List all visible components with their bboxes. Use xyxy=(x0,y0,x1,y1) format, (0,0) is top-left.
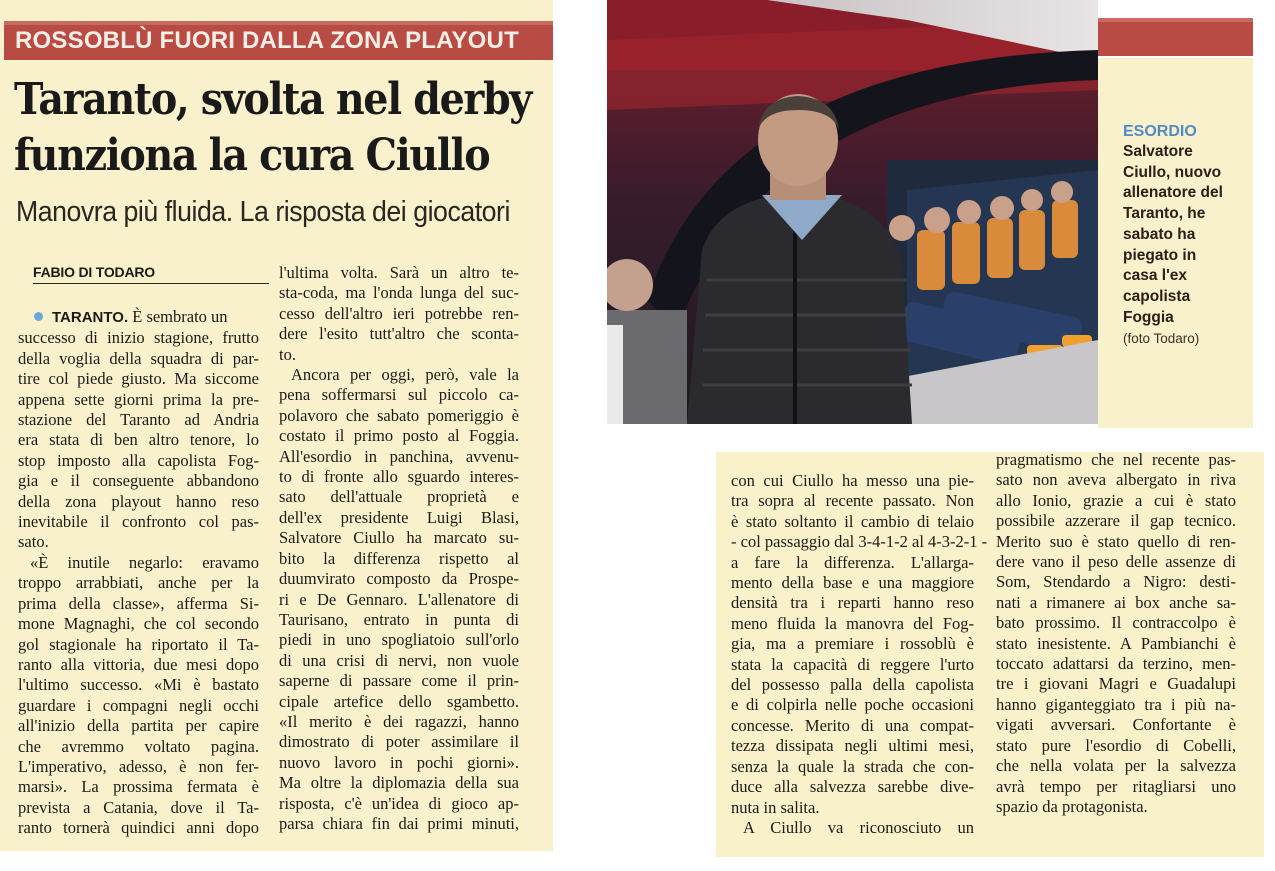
text-line xyxy=(18,307,259,328)
text-line: guardare i compagni negli occhi xyxy=(18,695,259,715)
article-column-2 xyxy=(279,263,519,834)
text-line: marsi». La prossima fermata è xyxy=(18,777,259,797)
text-line: con cui Ciullo ha messo una pie- xyxy=(731,471,974,490)
caption-line: piegato in xyxy=(1123,246,1197,264)
text-line: possibile azzerare il gap tecnico. xyxy=(996,511,1236,531)
caption-line: Taranto, he xyxy=(1123,205,1206,223)
text-line: stop imposto alla capolista Fog- xyxy=(18,450,259,470)
text-line: l'ultima volta. Sarà un altro te- xyxy=(279,263,519,282)
caption-line: casa l'ex xyxy=(1123,267,1188,285)
text-line: cipale artefice dello sgambetto. xyxy=(279,691,519,711)
text-line: costato il primo posto al Foggia. xyxy=(279,426,519,446)
text-line: pragmatismo che nel recente pas- xyxy=(996,450,1236,469)
text-line: pena soffermarsi sul piccolo ca- xyxy=(279,385,519,405)
text-line: stato pure l'esordio di Cobelli, xyxy=(996,735,1236,755)
text-line: inevitabile il confronto col pas- xyxy=(18,512,259,532)
text-line: era stata di ben altro tenore, lo xyxy=(18,430,259,450)
text-fragment: È sembrato un xyxy=(128,307,228,326)
text-line: del possesso palla della capolista xyxy=(731,675,974,695)
text-line: di una crisi di nervi, non vuole xyxy=(279,650,519,670)
text-line: l'ultimo successo. «Mi è bastato xyxy=(18,675,259,695)
caption-line: sabato ha xyxy=(1123,225,1196,243)
text-line: prevista a Catania, dove il Ta- xyxy=(18,797,259,817)
text-line: sato. xyxy=(18,532,49,552)
text-line: allo Ionio, grazie a cui è stato xyxy=(996,490,1236,510)
text-line: bito la differenza rispetto al xyxy=(279,548,519,568)
text-line: sta-coda, ma l'onda lunga del suc- xyxy=(279,283,519,303)
text-line: della zona playout hanno reso xyxy=(18,491,259,511)
text-line: dere vano il peso delle assenze di xyxy=(996,552,1236,572)
text-line: nuta in salita. xyxy=(731,797,820,817)
text-line: ranto tornerà quindici anni dopo xyxy=(18,818,259,838)
headline-line: funziona la cura Ciullo xyxy=(14,130,490,181)
text-line: dimostrato di poter assimilare il xyxy=(279,732,519,752)
text-line: dere l'esito tutt'altro che sconta- xyxy=(279,324,519,344)
text-line: meno fluida la manovra del Fog- xyxy=(731,613,974,633)
kicker-text: ROSSOBLÙ FUORI DALLA ZONA PLAYOUT xyxy=(15,27,519,54)
text-line: appena sette giorni prima la pre- xyxy=(18,389,259,409)
text-line: tezza dissipata negli ultimi mesi, xyxy=(731,736,974,756)
text-line: e di colpirla nelle poche occasioni xyxy=(731,695,974,715)
text-line: All'esordio in panchina, avvenu- xyxy=(279,446,519,466)
text-line: densità tra i reparti hanno reso xyxy=(731,593,974,613)
caption-line: Foggia xyxy=(1123,308,1174,326)
caption-body xyxy=(1123,142,1248,328)
text-line: Taurisano, entrato in punta di xyxy=(279,609,519,629)
text-line: senza la quale la strada che con- xyxy=(731,756,974,776)
text-line: duumvirato composto da Prospe- xyxy=(279,569,519,589)
dateline: TARANTO. xyxy=(52,309,129,326)
text-line: tra sopra al recente passato. Non xyxy=(731,491,974,511)
byline: FABIO DI TODARO xyxy=(33,264,269,284)
text-line: cesso dell'altro ieri potrebbe ren- xyxy=(279,303,519,323)
article-column-3 xyxy=(731,471,988,838)
text-line: Som, Stendardo a Nigro: desti- xyxy=(996,572,1236,592)
text-line: «Il merito è dei ragazzi, hanno xyxy=(279,711,519,731)
text-line: gia, ma a premiare i rossoblù è xyxy=(731,634,974,654)
caption-line: Salvatore xyxy=(1123,143,1193,160)
text-line: dell'ex presidente Luigi Blasi, xyxy=(279,507,519,527)
text-line: stazione del Taranto ad Andria xyxy=(18,410,259,430)
text-line: saperne di passare come il prin- xyxy=(279,671,519,691)
text-line: A Ciullo va riconosciuto un xyxy=(743,817,974,837)
text-line: successo di inizio stagione, frutto xyxy=(18,328,259,348)
text-line: hanno giganteggiato tra i più na- xyxy=(996,694,1236,714)
text-line: tre i giovani Magri e Guadalupi xyxy=(996,674,1236,694)
text-line: all'inizio della partita per capire xyxy=(18,716,259,736)
bullet-icon xyxy=(34,312,43,321)
headline-line: Taranto, svolta nel derby xyxy=(14,74,531,125)
caption-line: capolista xyxy=(1123,287,1191,305)
article-column-4 xyxy=(996,450,1236,817)
text-line: «È inutile negarlo: eravamo xyxy=(30,552,259,572)
text-line: parsa chiara fin dai primi minuti, xyxy=(279,813,519,833)
text-line: L'imperativo, adesso, è non fer- xyxy=(18,756,259,776)
photo-illustration xyxy=(607,0,1098,424)
article-column-1 xyxy=(18,307,259,839)
text-line: tire col piede giusto. Ma siccome xyxy=(18,369,259,389)
photo-caption xyxy=(1123,122,1248,349)
text-line: sato dell'attuale proprietà e xyxy=(279,487,519,507)
text-line: spazio da protagonista. xyxy=(996,796,1148,816)
text-line: è stato soltanto il cambio di telaio xyxy=(731,511,974,531)
text-line: gol stagionale ha riportato il Ta- xyxy=(18,634,259,654)
text-line: stato inesistente. A Pambianchi è xyxy=(996,633,1236,653)
text-line: della voglia della squadra di par- xyxy=(18,348,259,368)
text-line: toccato adattarsi da terzino, men- xyxy=(996,654,1236,674)
text-line: avrà tempo per ritagliarsi uno xyxy=(996,776,1236,796)
text-line: Salvatore Ciullo ha marcato su- xyxy=(279,528,519,548)
text-line: to di fronte allo sguardo interes- xyxy=(279,467,519,487)
text-line: Merito suo è stato quello di ren- xyxy=(996,531,1236,551)
text-line: ri e De Gennaro. L'allenatore di xyxy=(279,589,519,609)
caption-line: allenatore del xyxy=(1123,184,1223,202)
text-line: gia e il conseguente abbandono xyxy=(18,471,259,491)
text-line: polavoro che sabato pomeriggio è xyxy=(279,405,519,425)
text-line: Ma oltre la diplomazia della sua xyxy=(279,773,519,793)
text-line: duce alla salvezza sarebbe dive- xyxy=(731,777,974,797)
text-line: nuovo lavoro in pochi giorni». xyxy=(279,752,519,772)
photo-coach-on-bench xyxy=(607,0,1098,424)
text-line: stata la capacità di reggere l'urto xyxy=(731,654,974,674)
text-line: mone Magnaghi, che col secondo xyxy=(18,614,259,634)
text-line: bato prossimo. Il contraccolpo è xyxy=(996,613,1236,633)
text-line: vigati avversari. Confortante è xyxy=(996,715,1236,735)
text-line: che avremmo voltato pagina. xyxy=(18,736,259,756)
text-line: Ancora per oggi, però, vale la xyxy=(291,365,519,385)
text-line: concesse. Merito di una compat- xyxy=(731,715,974,735)
text-line: troppo arrabbiati, anche per la xyxy=(18,573,259,593)
subheadline: Manovra più fluida. La risposta dei giocatori xyxy=(16,196,510,228)
text-line: to. xyxy=(279,344,296,364)
photo-credit: (foto Todaro) xyxy=(1123,331,1200,347)
text-line: - col passaggio dal 3-4-1-2 al 4-3-2-1 - xyxy=(731,532,988,552)
text-line: a fare la differenza. L'allarga- xyxy=(731,552,974,572)
caption-kicker: ESORDIO xyxy=(1123,123,1197,140)
text-line: prima della classe», afferma Si- xyxy=(18,593,259,613)
text-line: mento della base e una maggiore xyxy=(731,573,974,593)
caption-line: Ciullo, nuovo xyxy=(1123,163,1222,181)
text-line: ranto alla vittoria, due mesi dopo xyxy=(18,654,259,674)
headline xyxy=(14,72,531,184)
text-line: piedi in uno spogliatoio sull'orlo xyxy=(279,630,519,650)
kicker-banner-right xyxy=(1098,18,1253,56)
text-line: nati a rimanere ai box anche sa- xyxy=(996,592,1236,612)
text-line: che nella volata per la salvezza xyxy=(996,756,1236,776)
text-line: risposta, c'è un'idea di gioco ap- xyxy=(279,793,519,813)
kicker-banner xyxy=(4,21,553,60)
text-line: sato non aveva albergato in riva xyxy=(996,470,1236,490)
